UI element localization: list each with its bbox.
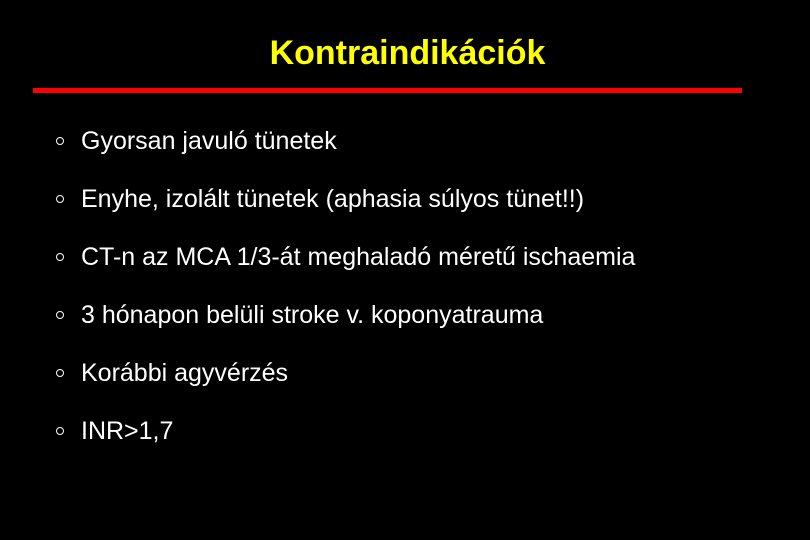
bullet-dot-icon — [56, 369, 64, 377]
list-item — [56, 411, 635, 469]
bullet-text: Enyhe, izolált tünetek (aphasia súlyos tünet!!) — [81, 185, 585, 213]
bullet-text: Gyorsan javuló tünetek — [81, 127, 337, 155]
title-underline-rule — [33, 88, 742, 93]
bullet-dot-icon — [56, 311, 64, 319]
bullet-list — [56, 121, 635, 469]
list-item — [56, 121, 635, 179]
bullet-dot-icon — [56, 427, 64, 435]
list-item — [56, 295, 635, 353]
bullet-text: 3 hónapon belüli stroke v. koponyatrauma — [81, 301, 544, 329]
bullet-text: INR>1,7 — [81, 417, 174, 445]
list-item — [56, 237, 635, 295]
bullet-dot-icon — [56, 137, 64, 145]
list-item — [56, 353, 635, 411]
bullet-text: Korábbi agyvérzés — [81, 359, 289, 387]
bullet-dot-icon — [56, 195, 64, 203]
bullet-text: CT-n az MCA 1/3-át meghaladó méretű ischaemia — [81, 243, 636, 271]
bullet-dot-icon — [56, 253, 64, 261]
list-item — [56, 179, 635, 237]
slide-title: Kontraindikációk — [269, 34, 546, 72]
